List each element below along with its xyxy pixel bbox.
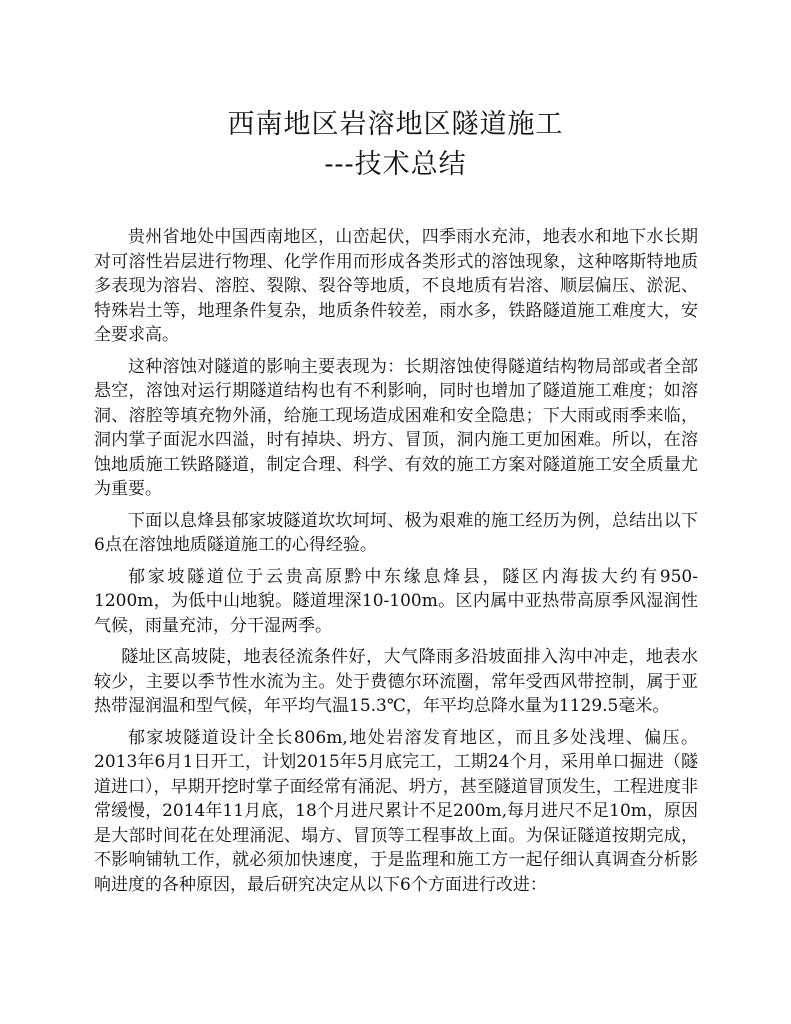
paragraph-progress: 郁家坡隧道设计全长806m,地处岩溶发育地区，而且多处浅埋、偏压。2013年6月1日开工，计划2015年5月底完工，工期24个月，采用单口掘进（隧道进口），早期开挖时掌子面经常有涌泥、坍方，甚至隧道冒顶发生，工程进度非常缓慢，2014年11月底，18个月进尺累计不足200m,每月进尺不足10m，原因是大部时间花在处理涌泥、塌方、冒顶等工程事故上面。为保证隧道按期完成，不影响铺轨工作，就必须加快速度，于是监理和施工方一起仔细认真调查分析影响进度的各种原因，最后研究决定从以下6个方面进行改进： — [94, 727, 698, 895]
paragraph-location: 郁家坡隧道位于云贵高原黔中东缘息烽县，隧区内海拔大约有950-1200m，为低中山地貌。隧道埋深10-100m。区内属中亚热带高原季风湿润性气候，雨量充沛，分干湿两季。 — [94, 566, 698, 636]
paragraph-impact: 这种溶蚀对隧道的影响主要表现为：长期溶蚀使得隧道结构物局部或者全部悬空，溶蚀对运行期隧道结构也有不利影响，同时也增加了隧道施工难度；如溶洞、溶腔等填充物外涌，给施工现场造成困难和安全隐患；下大雨或雨季来临，洞内掌子面泥水四溢，时有掉块、坍方、冒顶，洞内施工更加困难。所以，在溶蚀地质施工铁路隧道，制定合理、科学、有效的施工方案对隧道施工安全质量尤为重要。 — [94, 356, 698, 499]
document-body — [94, 225, 698, 904]
document-subtitle: ---技术总结 — [324, 149, 467, 180]
paragraph-example: 下面以息烽县郁家坡隧道坎坎坷坷、极为艰难的施工经历为例，总结出以下6点在溶蚀地质隧道施工的心得经验。 — [94, 510, 698, 555]
paragraph-intro: 贵州省地处中国西南地区，山峦起伏，四季雨水充沛，地表水和地下水长期对可溶性岩层进行物理、化学作用而形成各类形式的溶蚀现象，这种喀斯特地质多表现为溶岩、溶腔、裂隙、裂谷等地质，不良地质有岩溶、顺层偏压、淤泥、特殊岩土等，地理条件复杂，地质条件较差，雨水多，铁路隧道施工难度大，安全要求高。 — [94, 227, 698, 345]
document-title: 西南地区岩溶地区隧道施工 — [227, 109, 564, 140]
paragraph-climate: 隧址区高坡陡，地表径流条件好，大气降雨多沿坡面排入沟中冲走，地表水较少，主要以季节性水流为主。处于费德尔环流圈，常年受西风带控制，属于亚热带湿润温和型气候，年平均气温15.3℃，年平均总降水量为1129.5毫米。 — [94, 647, 698, 716]
